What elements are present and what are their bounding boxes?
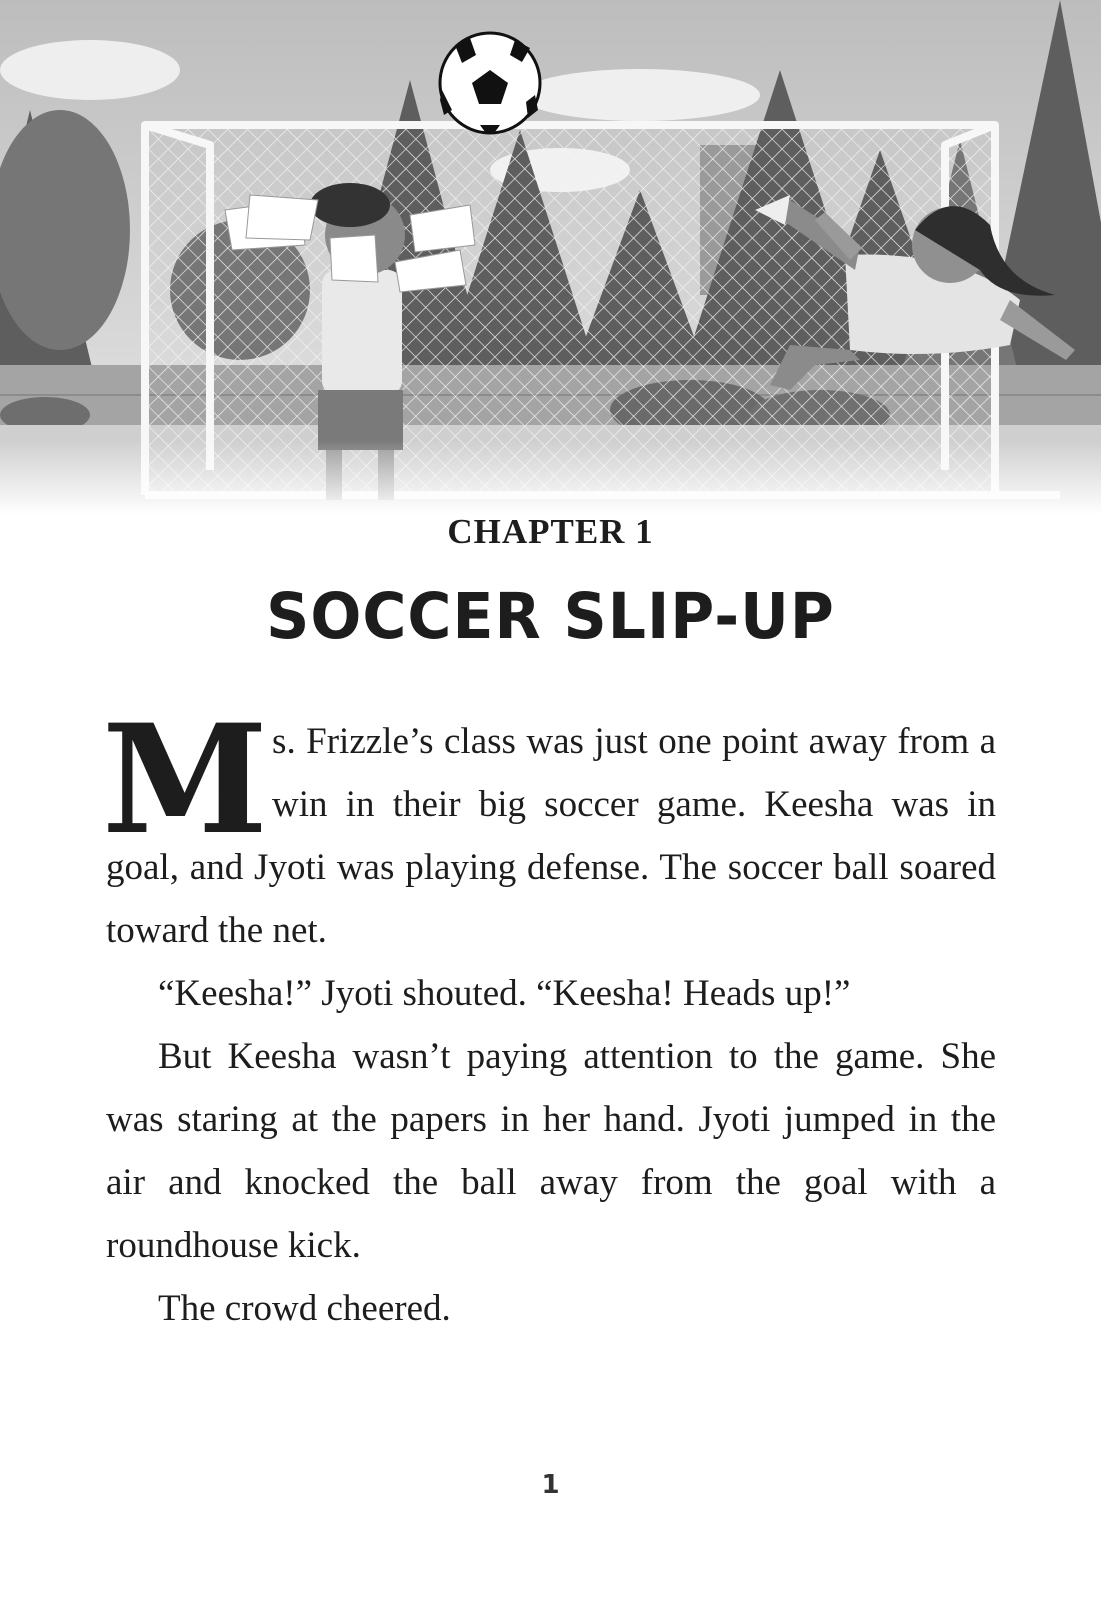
paragraph-1-text: s. Frizzle’s class was just one point away from a win in their big soccer game. Keesha was in goal, and Jyoti was playing defense. The soccer ball soared toward the net. [106, 721, 996, 951]
paragraph-1 [102, 692, 996, 962]
drop-cap: M [102, 692, 269, 868]
chapter-body [102, 692, 996, 1340]
paragraph-3: But Keesha wasn’t paying attention to the game. She was staring at the papers in her hand. Jyoti jumped in the air and knocked the ball away from the goal with a roundhouse kick. [106, 1036, 996, 1266]
paragraph-2: “Keesha!” Jyoti shouted. “Keesha! Heads up!” [158, 973, 851, 1014]
page-number: 1 [541, 1470, 560, 1500]
chapter-label: CHAPTER 1 [447, 512, 654, 551]
chapter-illustration [0, 0, 1101, 515]
chapter-title: SOCCER SLIP-UP [266, 580, 835, 654]
paragraph-4: The crowd cheered. [158, 1288, 451, 1329]
